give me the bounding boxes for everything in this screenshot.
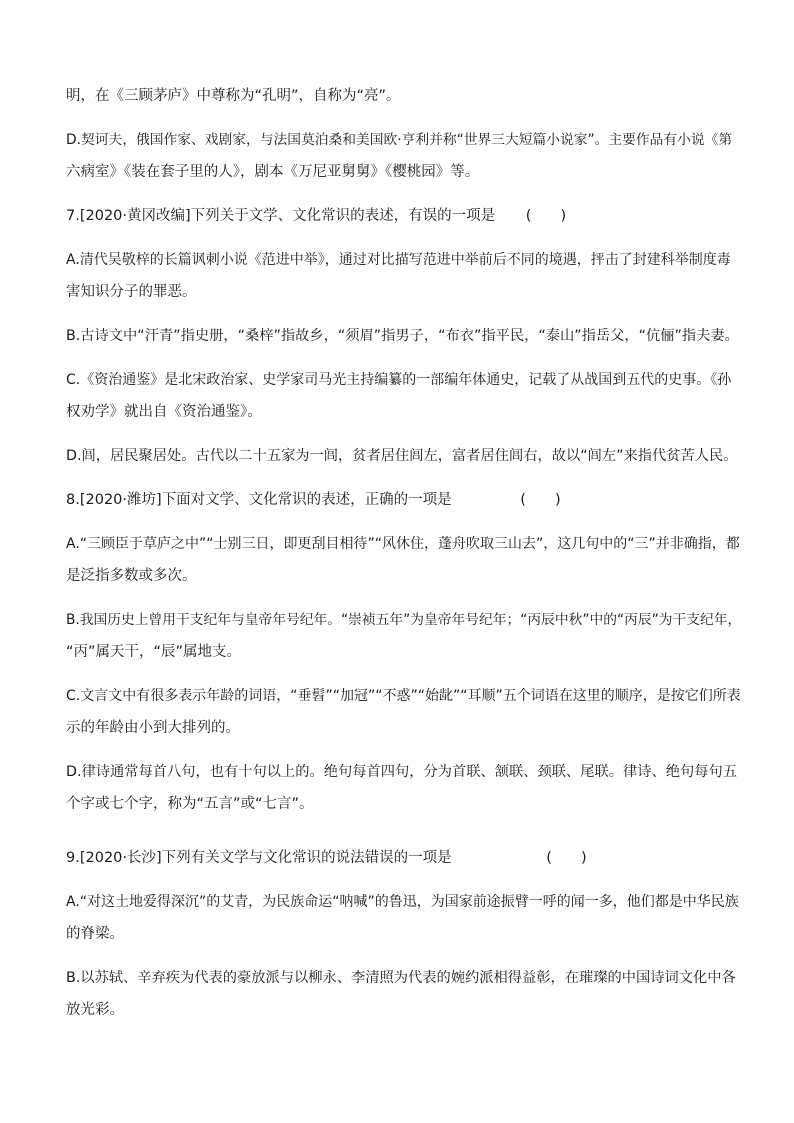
option-a-line: A.清代吴敬梓的长篇讽刺小说《范进中举》，通过对比描写范进中举前后不同的境遇，抨击了封建科举制度毒 xyxy=(66,252,731,268)
answer-blank: ( ) xyxy=(520,492,561,508)
question-text: 9.[2020·长沙]下列有关文学与文化常识的说法错误的一项是 xyxy=(66,850,452,866)
question-7-stem xyxy=(66,206,566,226)
option-a-line: A.“三顾臣于草庐之中”“士别三日，即更刮目相待”“风休住，蓬舟吹取三山去”，这几句中的“三”并非确指，都 xyxy=(66,536,740,552)
option-b-line: “丙”属天干，“辰”属地支。 xyxy=(66,644,242,660)
option-d-line: D.闾，居民聚居处。古代以二十五家为一闾，贫者居住闾左，富者居住闾右，故以“闾左”来指代贫苦人民。 xyxy=(66,448,738,464)
answer-blank: ( ) xyxy=(546,850,587,866)
option-a-line: 的脊梁。 xyxy=(66,926,124,942)
option-a-line: 害知识分子的罪恶。 xyxy=(66,284,197,300)
option-c-line: 权劝学》就出自《资治通鉴》。 xyxy=(66,404,262,420)
option-a-line: A.“对这土地爱得深沉”的艾青，为民族命运“呐喊”的鲁迅，为国家前途振臂一呼的闻一多，他们都是中华民族 xyxy=(66,894,739,910)
option-b-line: B.我国历史上曾用干支纪年与皇帝年号纪年。“崇祯五年”为皇帝年号纪年；“丙辰中秋”中的“丙辰”为干支纪年， xyxy=(66,612,742,628)
option-c-line: 示的年龄由小到大排列的。 xyxy=(66,720,240,736)
answer-blank: ( ) xyxy=(525,208,567,224)
question-9-stem xyxy=(66,848,587,868)
option-b-line: B.古诗文中“汗青”指史册，“桑梓”指故乡，“须眉”指男子，“布衣”指平民，“泰山”指岳父，“伉俪”指夫妻。 xyxy=(66,328,739,344)
option-c-line: C.文言文中有很多表示年龄的词语，“垂髫”“加冠”“不惑”“始龀”“耳顺”五个词语在这里的顺序，是按它们所表 xyxy=(66,688,741,704)
option-a-line: 是泛指多数或多次。 xyxy=(66,568,197,584)
question-text: 8.[2020·潍坊]下面对文学、文化常识的表述，正确的一项是 xyxy=(66,492,452,508)
option-c-line: C.《资治通鉴》是北宋政治家、史学家司马光主持编纂的一部编年体通史，记载了从战国到五代的史事。《孙 xyxy=(66,372,732,388)
text-line: 六病室》《装在套子里的人》，剧本《万尼亚舅舅》《樱桃园》等。 xyxy=(66,164,480,180)
text-line: D.契诃夫，俄国作家、戏剧家，与法国莫泊桑和美国欧·亨利并称“世界三大短篇小说家”。主要作品有小说《第 xyxy=(66,132,733,148)
option-d-line: 个字或七个字，称为“五言”或“七言”。 xyxy=(66,796,314,812)
option-b-line: 放光彩。 xyxy=(66,1002,124,1018)
option-b-line: B.以苏轼、辛弃疾为代表的豪放派与以柳永、李清照为代表的婉约派相得益彰，在璀璨的中国诗词文化中各 xyxy=(66,970,736,986)
option-d-line: D.律诗通常每首八句，也有十句以上的。绝句每首四句，分为首联、颔联、颈联、尾联。律诗、绝句每句五 xyxy=(66,764,738,780)
text-line: 明，在《三顾茅庐》中尊称为“孔明”，自称为“亮”。 xyxy=(66,88,401,104)
question-8-stem xyxy=(66,490,561,510)
question-text: 7.[2020·黄冈改编]下列关于文学、文化常识的表述，有误的一项是 xyxy=(66,208,496,224)
